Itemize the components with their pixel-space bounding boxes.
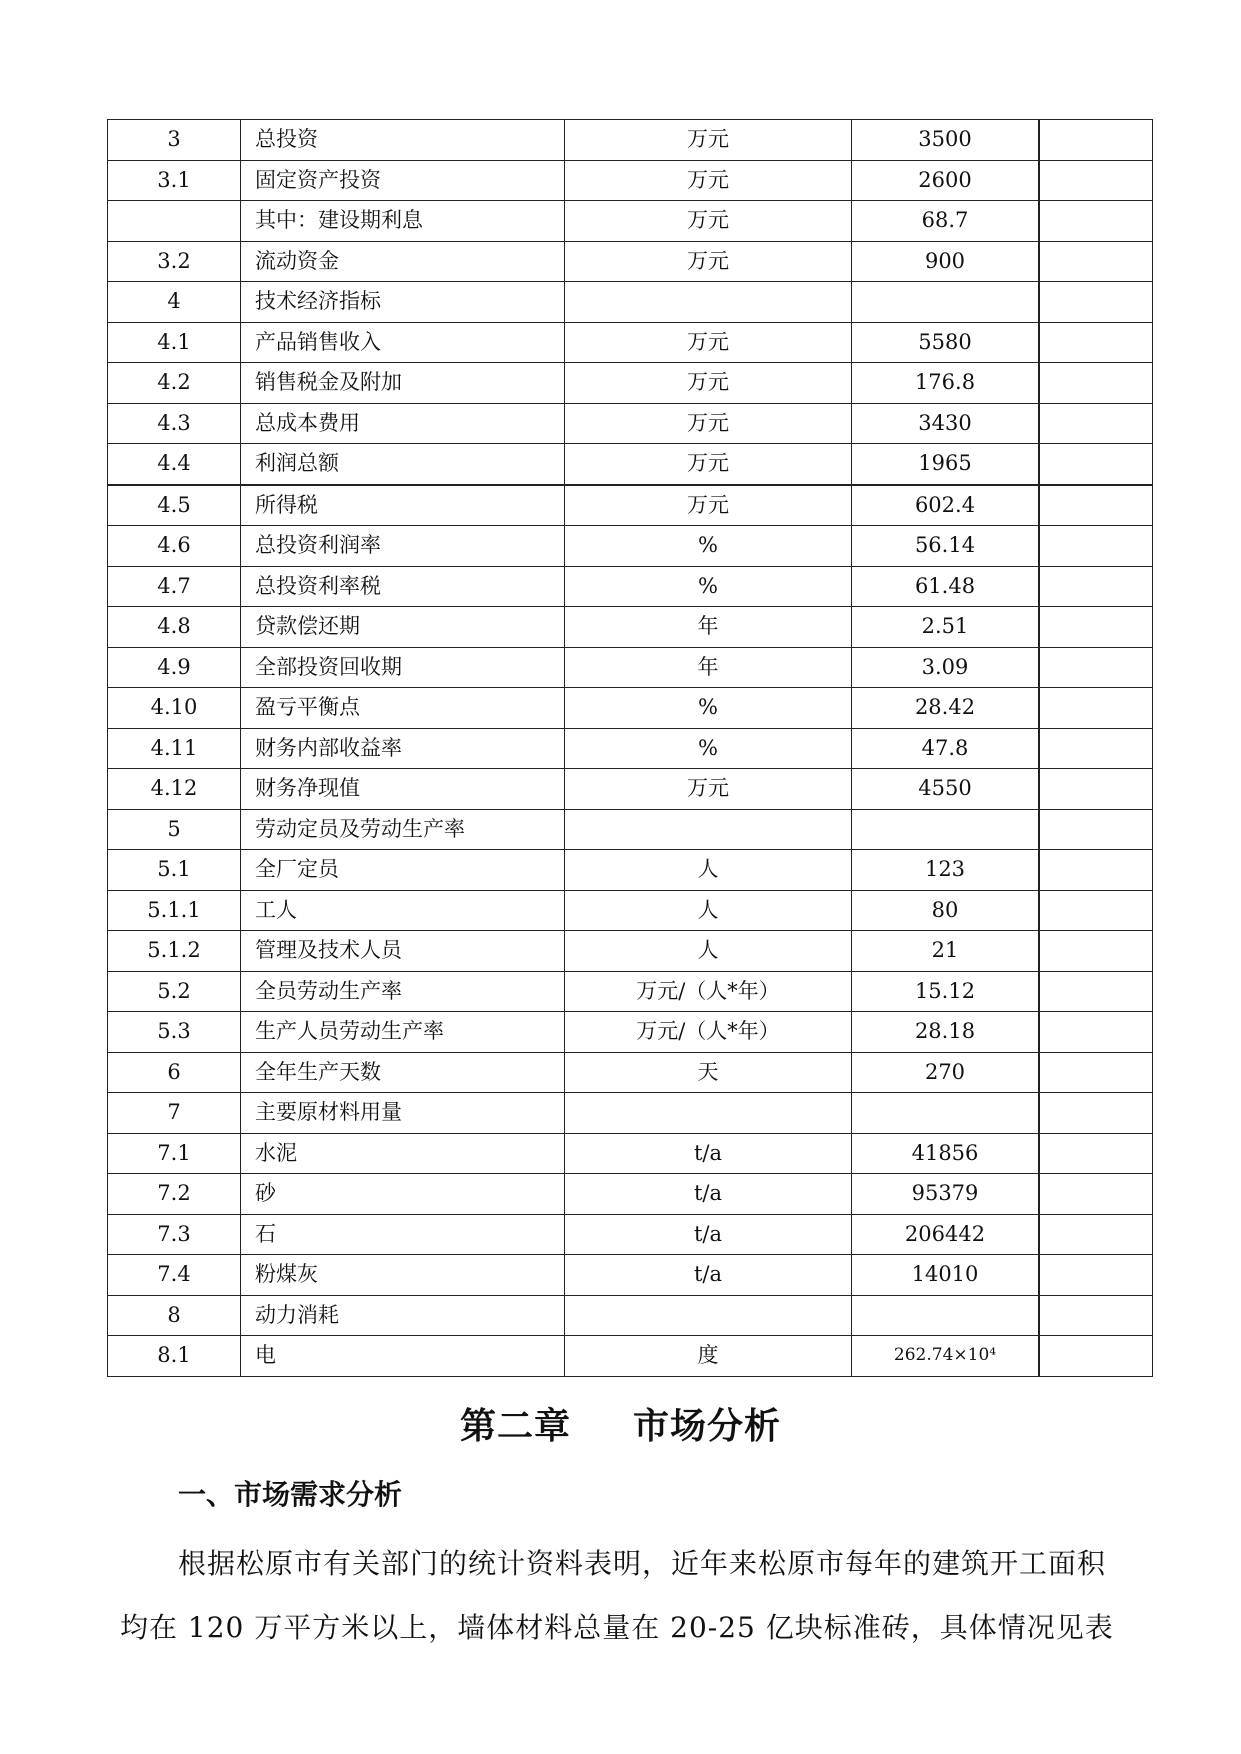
item-note-cell <box>1039 444 1153 485</box>
item-number-cell: 5.3 <box>108 1012 241 1053</box>
item-number-cell: 4.11 <box>108 728 241 769</box>
item-unit-cell: 万元 <box>565 769 852 810</box>
item-unit-cell <box>565 1295 852 1336</box>
indicator-table <box>107 119 1153 1377</box>
item-number-cell: 4.7 <box>108 566 241 607</box>
item-number-cell: 5.2 <box>108 971 241 1012</box>
item-unit-cell: 人 <box>565 850 852 891</box>
item-number-cell: 7.3 <box>108 1214 241 1255</box>
item-number-cell: 7.2 <box>108 1174 241 1215</box>
item-name-cell: 利润总额 <box>241 444 565 485</box>
item-value-cell: 3430 <box>852 403 1040 444</box>
table-row <box>108 1174 1153 1215</box>
table-row <box>108 1133 1153 1174</box>
item-name-cell: 所得税 <box>241 485 565 526</box>
item-value-cell: 68.7 <box>852 201 1040 242</box>
item-name-cell: 石 <box>241 1214 565 1255</box>
item-unit-cell: 万元 <box>565 485 852 526</box>
item-unit-cell: 万元 <box>565 201 852 242</box>
table-row <box>108 1093 1153 1134</box>
item-value-cell: 3500 <box>852 120 1040 161</box>
table-row <box>108 526 1153 567</box>
item-number-cell: 4.10 <box>108 688 241 729</box>
item-note-cell <box>1039 931 1153 972</box>
item-value-cell <box>852 1093 1040 1134</box>
table-row <box>108 1214 1153 1255</box>
item-unit-cell: 天 <box>565 1052 852 1093</box>
item-unit-cell: 万元/（人*年） <box>565 971 852 1012</box>
item-value-cell: 206442 <box>852 1214 1040 1255</box>
item-number-cell: 8 <box>108 1295 241 1336</box>
item-note-cell <box>1039 1133 1153 1174</box>
item-name-cell: 财务净现值 <box>241 769 565 810</box>
table-row <box>108 971 1153 1012</box>
item-number-cell: 8.1 <box>108 1336 241 1377</box>
item-number-cell: 5.1.2 <box>108 931 241 972</box>
section-heading: 一、市场需求分析 <box>178 1478 403 1511</box>
table-row <box>108 1012 1153 1053</box>
item-note-cell <box>1039 1214 1153 1255</box>
item-note-cell <box>1039 526 1153 567</box>
item-unit-cell: % <box>565 688 852 729</box>
item-note-cell <box>1039 1295 1153 1336</box>
table-row <box>108 282 1153 323</box>
item-number-cell: 7.1 <box>108 1133 241 1174</box>
item-unit-cell: 万元/（人*年） <box>565 1012 852 1053</box>
table-row <box>108 120 1153 161</box>
item-number-cell: 4 <box>108 282 241 323</box>
item-number-cell: 4.2 <box>108 363 241 404</box>
item-value-cell: 123 <box>852 850 1040 891</box>
chapter-title: 市场分析 <box>633 1406 782 1447</box>
item-unit-cell: 万元 <box>565 444 852 485</box>
item-name-cell: 流动资金 <box>241 241 565 282</box>
item-note-cell <box>1039 120 1153 161</box>
item-unit-cell: t/a <box>565 1214 852 1255</box>
table-row <box>108 1295 1153 1336</box>
item-value-cell: 28.42 <box>852 688 1040 729</box>
item-value-cell: 262.74×10⁴ <box>852 1336 1040 1377</box>
item-note-cell <box>1039 403 1153 444</box>
table-row <box>108 809 1153 850</box>
paragraph-line-1: 根据松原市有关部门的统计资料表明，近年来松原市每年的建筑开工面积 <box>178 1547 1107 1580</box>
item-name-cell: 产品销售收入 <box>241 322 565 363</box>
item-unit-cell: 万元 <box>565 363 852 404</box>
item-number-cell: 3 <box>108 120 241 161</box>
item-unit-cell: % <box>565 566 852 607</box>
table-row <box>108 566 1153 607</box>
item-value-cell <box>852 809 1040 850</box>
item-note-cell <box>1039 1255 1153 1296</box>
item-note-cell <box>1039 485 1153 526</box>
table-row <box>108 769 1153 810</box>
table-row <box>108 647 1153 688</box>
item-note-cell <box>1039 1093 1153 1134</box>
table-row <box>108 201 1153 242</box>
item-value-cell: 2.51 <box>852 607 1040 648</box>
item-value-cell: 28.18 <box>852 1012 1040 1053</box>
item-value-cell <box>852 282 1040 323</box>
item-number-cell: 7.4 <box>108 1255 241 1296</box>
item-unit-cell: 年 <box>565 647 852 688</box>
item-value-cell: 95379 <box>852 1174 1040 1215</box>
item-note-cell <box>1039 890 1153 931</box>
item-value-cell: 41856 <box>852 1133 1040 1174</box>
item-note-cell <box>1039 728 1153 769</box>
item-value-cell <box>852 1295 1040 1336</box>
item-unit-cell: t/a <box>565 1255 852 1296</box>
item-value-cell: 47.8 <box>852 728 1040 769</box>
item-value-cell: 1965 <box>852 444 1040 485</box>
item-name-cell: 砂 <box>241 1174 565 1215</box>
item-value-cell: 21 <box>852 931 1040 972</box>
table-row <box>108 890 1153 931</box>
item-unit-cell: t/a <box>565 1133 852 1174</box>
table-row <box>108 363 1153 404</box>
item-name-cell: 主要原材料用量 <box>241 1093 565 1134</box>
item-unit-cell: % <box>565 728 852 769</box>
indicator-table-body <box>108 120 1153 1377</box>
item-value-cell: 602.4 <box>852 485 1040 526</box>
item-note-cell <box>1039 809 1153 850</box>
chapter-number: 第二章 <box>459 1406 571 1447</box>
item-unit-cell: 年 <box>565 607 852 648</box>
item-number-cell: 4.4 <box>108 444 241 485</box>
item-name-cell: 总投资利率税 <box>241 566 565 607</box>
table-row <box>108 160 1153 201</box>
item-note-cell <box>1039 688 1153 729</box>
item-number-cell: 3.1 <box>108 160 241 201</box>
paragraph-line-2: 均在 120 万平方米以上，墙体材料总量在 20-25 亿块标准砖，具体情况见表 <box>120 1611 1114 1644</box>
item-number-cell: 5.1.1 <box>108 890 241 931</box>
item-note-cell <box>1039 322 1153 363</box>
item-note-cell <box>1039 201 1153 242</box>
item-note-cell <box>1039 160 1153 201</box>
item-note-cell <box>1039 607 1153 648</box>
item-value-cell: 270 <box>852 1052 1040 1093</box>
item-number-cell <box>108 201 241 242</box>
item-name-cell: 全厂定员 <box>241 850 565 891</box>
item-value-cell: 5580 <box>852 322 1040 363</box>
item-number-cell: 4.5 <box>108 485 241 526</box>
item-note-cell <box>1039 850 1153 891</box>
item-name-cell: 销售税金及附加 <box>241 363 565 404</box>
item-note-cell <box>1039 971 1153 1012</box>
item-unit-cell: t/a <box>565 1174 852 1215</box>
item-note-cell <box>1039 566 1153 607</box>
item-note-cell <box>1039 1012 1153 1053</box>
table-row <box>108 1255 1153 1296</box>
item-number-cell: 4.8 <box>108 607 241 648</box>
table-row <box>108 1336 1153 1377</box>
item-number-cell: 5 <box>108 809 241 850</box>
item-unit-cell: 万元 <box>565 322 852 363</box>
item-value-cell: 80 <box>852 890 1040 931</box>
table-row <box>108 728 1153 769</box>
item-value-cell: 56.14 <box>852 526 1040 567</box>
item-name-cell: 技术经济指标 <box>241 282 565 323</box>
item-number-cell: 3.2 <box>108 241 241 282</box>
table-row <box>108 241 1153 282</box>
item-value-cell: 15.12 <box>852 971 1040 1012</box>
item-name-cell: 其中：建设期利息 <box>241 201 565 242</box>
item-name-cell: 动力消耗 <box>241 1295 565 1336</box>
item-name-cell: 固定资产投资 <box>241 160 565 201</box>
item-note-cell <box>1039 363 1153 404</box>
item-unit-cell: 人 <box>565 890 852 931</box>
item-name-cell: 盈亏平衡点 <box>241 688 565 729</box>
item-value-cell: 900 <box>852 241 1040 282</box>
table-row <box>108 607 1153 648</box>
table-row <box>108 688 1153 729</box>
table-row <box>108 322 1153 363</box>
item-name-cell: 全部投资回收期 <box>241 647 565 688</box>
item-name-cell: 劳动定员及劳动生产率 <box>241 809 565 850</box>
item-name-cell: 财务内部收益率 <box>241 728 565 769</box>
item-note-cell <box>1039 1174 1153 1215</box>
item-name-cell: 粉煤灰 <box>241 1255 565 1296</box>
item-unit-cell <box>565 282 852 323</box>
item-name-cell: 总成本费用 <box>241 403 565 444</box>
item-unit-cell: 万元 <box>565 241 852 282</box>
item-unit-cell: 人 <box>565 931 852 972</box>
item-unit-cell: 万元 <box>565 160 852 201</box>
table-row <box>108 444 1153 485</box>
item-name-cell: 工人 <box>241 890 565 931</box>
item-note-cell <box>1039 647 1153 688</box>
item-unit-cell <box>565 1093 852 1134</box>
item-name-cell: 水泥 <box>241 1133 565 1174</box>
item-name-cell: 总投资 <box>241 120 565 161</box>
chapter-heading <box>0 1398 1241 1449</box>
item-number-cell: 5.1 <box>108 850 241 891</box>
item-name-cell: 贷款偿还期 <box>241 607 565 648</box>
item-number-cell: 4.1 <box>108 322 241 363</box>
item-value-cell: 61.48 <box>852 566 1040 607</box>
table-row <box>108 931 1153 972</box>
item-note-cell <box>1039 241 1153 282</box>
item-name-cell: 全年生产天数 <box>241 1052 565 1093</box>
table-row <box>108 1052 1153 1093</box>
item-number-cell: 6 <box>108 1052 241 1093</box>
table-row <box>108 485 1153 526</box>
item-number-cell: 4.3 <box>108 403 241 444</box>
item-value-cell: 3.09 <box>852 647 1040 688</box>
item-number-cell: 4.9 <box>108 647 241 688</box>
item-note-cell <box>1039 1052 1153 1093</box>
table-row <box>108 850 1153 891</box>
item-note-cell <box>1039 1336 1153 1377</box>
table-row <box>108 403 1153 444</box>
item-number-cell: 4.6 <box>108 526 241 567</box>
item-unit-cell: 万元 <box>565 403 852 444</box>
item-note-cell <box>1039 282 1153 323</box>
item-unit-cell <box>565 809 852 850</box>
item-value-cell: 4550 <box>852 769 1040 810</box>
item-number-cell: 4.12 <box>108 769 241 810</box>
item-name-cell: 生产人员劳动生产率 <box>241 1012 565 1053</box>
item-note-cell <box>1039 769 1153 810</box>
item-number-cell: 7 <box>108 1093 241 1134</box>
item-name-cell: 全员劳动生产率 <box>241 971 565 1012</box>
item-unit-cell: 度 <box>565 1336 852 1377</box>
item-name-cell: 电 <box>241 1336 565 1377</box>
item-name-cell: 总投资利润率 <box>241 526 565 567</box>
item-value-cell: 176.8 <box>852 363 1040 404</box>
item-unit-cell: 万元 <box>565 120 852 161</box>
item-value-cell: 14010 <box>852 1255 1040 1296</box>
item-value-cell: 2600 <box>852 160 1040 201</box>
item-name-cell: 管理及技术人员 <box>241 931 565 972</box>
item-unit-cell: % <box>565 526 852 567</box>
